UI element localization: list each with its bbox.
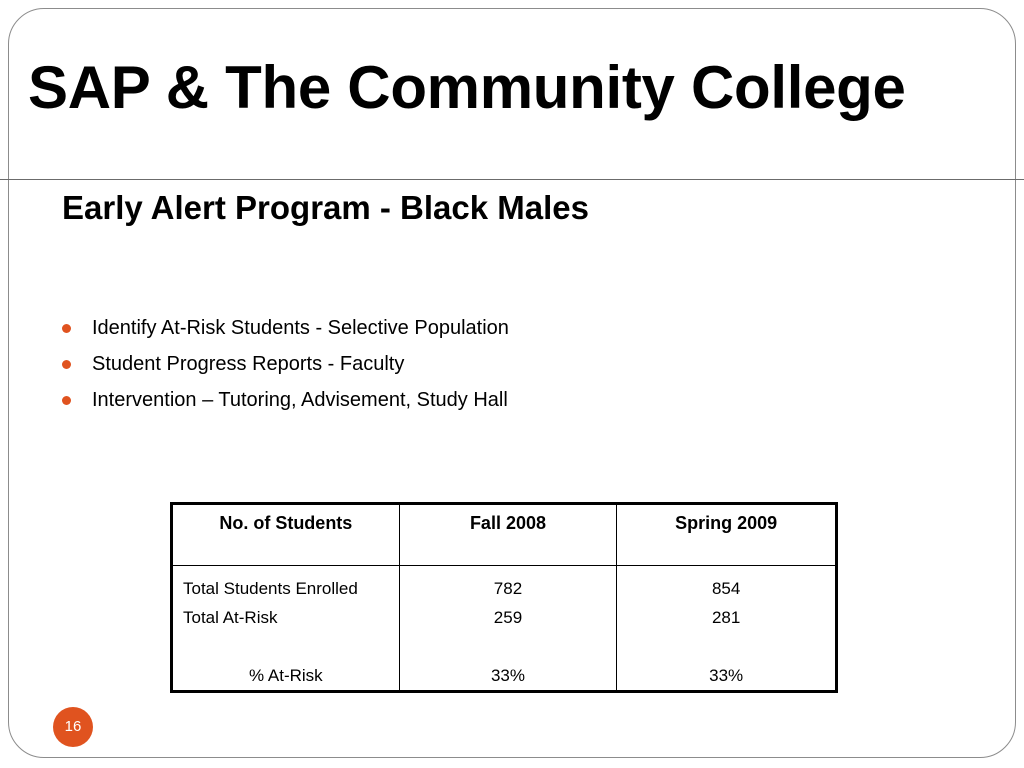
header-spring-2009: Spring 2009 bbox=[617, 504, 837, 566]
fall-2008-enrolled: 782 bbox=[493, 579, 523, 598]
bullet-dot-icon bbox=[62, 396, 71, 405]
bullet-item bbox=[62, 346, 509, 382]
spring-2009-enrolled: 854 bbox=[711, 579, 741, 598]
bullet-text: Intervention – Tutoring, Advisement, Study Hall bbox=[92, 388, 508, 411]
header-fall-2008: Fall 2008 bbox=[399, 504, 617, 566]
header-no-of-students: No. of Students bbox=[172, 504, 400, 566]
fall-2008-percent: 33% bbox=[490, 666, 525, 685]
bullet-text: Student Progress Reports - Faculty bbox=[92, 352, 405, 375]
slide-title: SAP & The Community College bbox=[28, 54, 906, 121]
row-labels-cell bbox=[172, 566, 400, 692]
table-row bbox=[172, 566, 837, 692]
spacer bbox=[617, 632, 835, 661]
spacer bbox=[400, 632, 617, 661]
students-table bbox=[170, 502, 838, 693]
spacer bbox=[173, 632, 399, 661]
bullet-item bbox=[62, 310, 509, 346]
bullet-list bbox=[62, 310, 509, 418]
label-total-enrolled: Total Students Enrolled bbox=[183, 579, 358, 598]
fall-2008-values-cell bbox=[399, 566, 617, 692]
slide-subtitle: Early Alert Program - Black Males bbox=[62, 189, 590, 226]
label-percent-at-risk: % At-Risk bbox=[248, 666, 323, 685]
bullet-dot-icon bbox=[62, 324, 71, 333]
title-divider bbox=[0, 179, 1024, 180]
page-number-badge: 16 bbox=[53, 707, 93, 747]
spring-2009-values-cell bbox=[617, 566, 837, 692]
spring-2009-percent: 33% bbox=[709, 666, 744, 685]
spring-2009-at-risk: 281 bbox=[711, 608, 741, 627]
bullet-text: Identify At-Risk Students - Selective Population bbox=[92, 316, 509, 339]
fall-2008-at-risk: 259 bbox=[493, 608, 523, 627]
bullet-item bbox=[62, 382, 509, 418]
bullet-dot-icon bbox=[62, 360, 71, 369]
table-header-row bbox=[172, 504, 837, 566]
label-total-at-risk: Total At-Risk bbox=[183, 608, 278, 627]
